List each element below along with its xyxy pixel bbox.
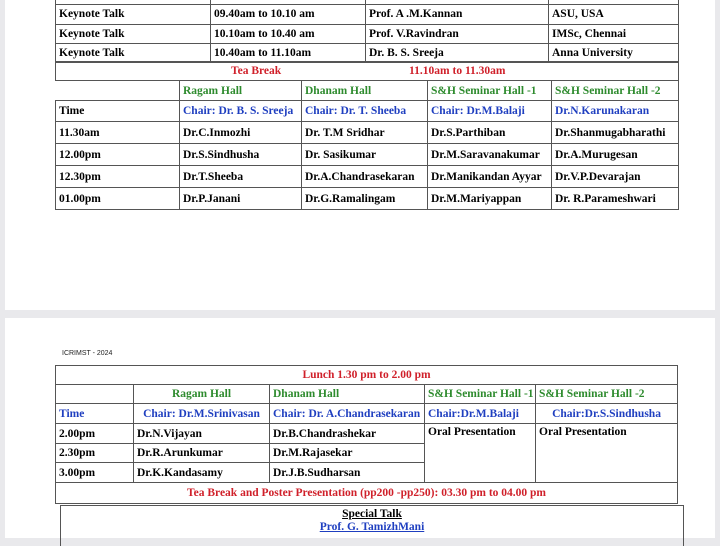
session-speaker: Dr. R.Parameshwari: [552, 188, 679, 210]
keynote-time: 09.40am to 10.10 am: [211, 4, 366, 24]
session-speaker: Dr.R.Arunkumar: [134, 444, 270, 463]
session-table-1: [55, 61, 679, 210]
session-time: 12.00pm: [56, 144, 180, 166]
keynote-time: 10.40am to 11.10am: [211, 43, 366, 62]
keynote-row: [56, 43, 679, 62]
keynote-table: [55, 0, 679, 63]
chair-row: [56, 101, 679, 122]
tea-poster-label: Tea Break and Poster Presentation (pp200 -pp250): 03.30 pm to 04.00 pm: [56, 483, 678, 504]
lunch-row: [56, 366, 678, 385]
session-time: 11.30am: [56, 122, 180, 144]
time-header: Time: [56, 101, 180, 122]
time-header: Time: [56, 404, 134, 424]
chair-cell: Chair:Dr.S.Sindhusha: [536, 404, 678, 424]
keynote-row: [56, 4, 679, 24]
session-speaker: Dr.V.P.Devarajan: [552, 166, 679, 188]
chair-cell: Chair: Dr.M.Balaji: [428, 101, 552, 122]
chair-cell: Chair: Dr.M.Srinivasan: [134, 404, 270, 424]
session-speaker: Dr.K.Kandasamy: [134, 463, 270, 483]
keynote-time: 10.10am to 10.40 am: [211, 24, 366, 43]
hall-name: S&H Seminar Hall -1: [428, 81, 552, 101]
keynote-affiliation: IMSc, Chennai: [549, 24, 679, 43]
hall-name: Ragam Hall: [134, 385, 270, 404]
keynote-label: Keynote Talk: [56, 43, 211, 62]
session-speaker: Dr.C.Inmozhi: [180, 122, 302, 144]
session-speaker: Dr. Sasikumar: [302, 144, 428, 166]
keynote-affiliation: Anna University: [549, 43, 679, 62]
chair-cell: Chair: Dr. A.Chandrasekaran: [270, 404, 425, 424]
oral-presentation: Oral Presentation: [536, 424, 678, 483]
session-time: 01.00pm: [56, 188, 180, 210]
session-table-2: [55, 365, 678, 504]
tea-break-label: Tea Break: [231, 65, 282, 77]
keynote-row: [56, 24, 679, 43]
keynote-speaker: Prof. A .M.Kannan: [366, 4, 549, 24]
hall-name: S&H Seminar Hall -2: [552, 81, 679, 101]
session-time: 12.30pm: [56, 166, 180, 188]
session-speaker: Dr.S.Parthiban: [428, 122, 552, 144]
session-speaker: Dr.M.Rajasekar: [270, 444, 425, 463]
lunch-label: Lunch 1.30 pm to 2.00 pm: [56, 366, 678, 385]
session-time: 2.30pm: [56, 444, 134, 463]
tea-poster-row: [56, 483, 678, 504]
hall-name: Dhanam Hall: [302, 81, 428, 101]
special-talk: [60, 505, 684, 546]
session-time: 3.00pm: [56, 463, 134, 483]
session-speaker: Dr.N.Vijayan: [134, 424, 270, 444]
tea-break-row: [56, 62, 679, 81]
chair-cell: Chair:Dr.M.Balaji: [425, 404, 536, 424]
session-row: [56, 166, 679, 188]
hall-name: S&H Seminar Hall -1: [425, 385, 536, 404]
page-header: ICRIMST - 2024: [62, 350, 113, 357]
oral-presentation: Oral Presentation: [425, 424, 536, 483]
session-speaker: Dr.M.Saravanakumar: [428, 144, 552, 166]
chair-cell: Dr.N.Karunakaran: [552, 101, 679, 122]
chair-row: [56, 404, 678, 424]
session-speaker: Dr.M.Mariyappan: [428, 188, 552, 210]
special-talk-title: Special Talk: [342, 508, 402, 520]
keynote-affiliation: ASU, USA: [549, 4, 679, 24]
session-row: [56, 122, 679, 144]
hall-name: Dhanam Hall: [270, 385, 425, 404]
session-speaker: Dr.P.Janani: [180, 188, 302, 210]
special-talk-speaker: Prof. G. TamizhMani: [319, 521, 425, 533]
chair-cell: Chair: Dr. T. Sheeba: [302, 101, 428, 122]
keynote-speaker: Prof. V.Ravindran: [366, 24, 549, 43]
session-speaker: Dr.Shanmugabharathi: [552, 122, 679, 144]
keynote-speaker: Dr. B. S. Sreeja: [366, 43, 549, 62]
chair-cell: Chair: Dr. B. S. Sreeja: [180, 101, 302, 122]
session-row: [56, 188, 679, 210]
session-speaker: Dr.A.Chandrasekaran: [302, 166, 428, 188]
session-time: 2.00pm: [56, 424, 134, 444]
session-speaker: Dr.S.Sindhusha: [180, 144, 302, 166]
keynote-label: Keynote Talk: [56, 4, 211, 24]
session-row: [56, 424, 678, 444]
session-speaker: Dr.Manikandan Ayyar: [428, 166, 552, 188]
session-row: [56, 144, 679, 166]
hall-header-row: [56, 81, 679, 101]
tea-break-time: 11.10am to 11.30am: [409, 65, 506, 77]
session-speaker: Dr.G.Ramalingam: [302, 188, 428, 210]
session-speaker: Dr.B.Chandrashekar: [270, 424, 425, 444]
session-speaker: Dr.T.Sheeba: [180, 166, 302, 188]
page-divider: [0, 310, 720, 318]
hall-name: S&H Seminar Hall -2: [536, 385, 678, 404]
session-speaker: Dr. T.M Sridhar: [302, 122, 428, 144]
hall-name: Ragam Hall: [180, 81, 302, 101]
hall-header-row: [56, 385, 678, 404]
session-speaker: Dr.J.B.Sudharsan: [270, 463, 425, 483]
keynote-label: Keynote Talk: [56, 24, 211, 43]
session-speaker: Dr.A.Murugesan: [552, 144, 679, 166]
